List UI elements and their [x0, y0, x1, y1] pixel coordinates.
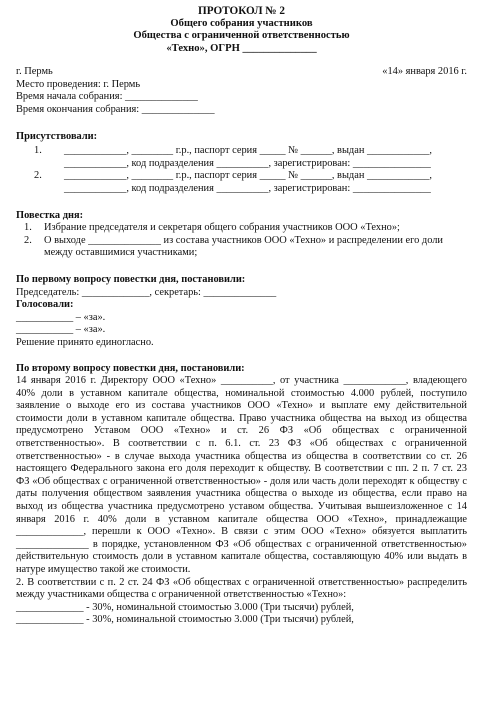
vote-line: ___________ – «за».	[16, 311, 106, 323]
title-company-type: Общества с ограниченной ответственностью	[133, 30, 350, 42]
q2-paragraph-1: 14 января 2016 г. Директору ООО «Техно» __________, от участника ____________, владеющего 40% доли в уставном капитале общества, номинальной стоимостью 4.000 рублей, поступило заявление о выходе его из состава участников ООО «Техно» и выплате ему действительной стоимости доли в уставном капитале общества. Право участника общества на выход из общества предусмотрено Уставом ООО «Техно» и ст. 26 ФЗ «Об обществах с ограниченной ответственностью». В соответствии с п. 6.1. ст. 23 ФЗ «Об обществах с ограниченной ответственностью» - в случае выхода участника общества из общества в соответствии со ст. 26 настоящего Федерального закона его доля переходит к обществу. В соответствии с пп. 2 п. 7 ст. 23 ФЗ «Об обществах с ограниченной ответственностью» - доля или часть доли переходят к обществу с даты получения обществом заявления участника общества о выходе из общества, если право на выход из общества участника предусмотрено уставом общества. Учитывая вышеизложенное с 14 января 2016 г. 40% доли в уставном капитале общества ООО «Техно», принадлежащие _____________, перешли к ООО «Техно». В связи с этим ООО «Техно» обязуется выплатить ______________ в порядке, установленном ФЗ «Об обществах с ограниченной ответственностью» действительную стоимость доли в уставном капитале общества, составляющую 40% или выдать в натуре имущество такой же стоимости.	[16, 375, 467, 575]
q1-voted-heading: Голосовали:	[16, 299, 74, 311]
protocol-date: «14» января 2016 г.	[382, 66, 467, 78]
vote-line: ___________ – «за».	[16, 324, 106, 336]
present-item-line2: ____________, код подразделения __________, зарегистрирован: _______________	[64, 157, 431, 169]
city: г. Пермь	[16, 66, 53, 78]
agenda-heading: Повестка дня:	[16, 209, 84, 221]
agenda-item	[16, 235, 467, 260]
present-item-line1: ____________, ________ г.р., паспорт серия _____ № ______, выдан ____________,	[64, 170, 432, 182]
distribution-line: _____________ - 30%, номинальной стоимостью 3.000 (Три тысячи) рублей,	[16, 614, 354, 626]
present-item	[16, 170, 467, 195]
q1-officers: Председатель: _____________, секретарь: ______________	[16, 286, 277, 298]
agenda-item-text: Избрание председателя и секретаря общего собрания участников ООО «Техно»;	[44, 222, 400, 234]
present-list	[16, 145, 467, 195]
protocol-page	[0, 5, 485, 705]
meeting-start-time: Время начала собрания: ______________	[16, 91, 198, 103]
agenda-list	[16, 222, 467, 260]
q2-paragraph-2: 2. В соответствии с п. 2 ст. 24 ФЗ «Об обществах с ограниченной ответственностью» распределить между участниками общества с ограниченной ответственностью «Техно»:	[16, 576, 467, 601]
agenda-item-number: 2.	[24, 234, 32, 246]
agenda-item	[16, 222, 467, 235]
city-date-row	[16, 66, 467, 79]
distribution-line: _____________ - 30%, номинальной стоимостью 3.000 (Три тысячи) рублей,	[16, 601, 354, 613]
q1-result: Решение принято единогласно.	[16, 336, 154, 348]
present-item-number: 1.	[34, 145, 42, 157]
present-item-line1: ____________, ________ г.р., паспорт серия _____ № ______, выдан ____________,	[64, 145, 432, 157]
agenda-item-text: О выходе ______________ из состава участников ООО «Техно» и распределении его доли между оставшимися участниками;	[44, 234, 443, 259]
q2-heading: По второму вопросу повестки дня, постановили:	[16, 362, 245, 374]
q1-heading: По первому вопросу повестки дня, постановили:	[16, 273, 246, 285]
agenda-item-number: 1.	[24, 222, 32, 234]
document-title	[16, 5, 467, 55]
title-company-name: «Техно», ОГРН ______________	[166, 42, 317, 54]
title-meeting: Общего собрания участников	[170, 18, 313, 29]
title-protocol-number: ПРОТОКОЛ № 2	[198, 5, 285, 17]
meeting-end-time: Время окончания собрания: ______________	[16, 104, 215, 115]
meeting-place: Место проведения: г. Пермь	[16, 78, 141, 90]
present-item-line2: ____________, код подразделения __________, зарегистрирован: _______________	[64, 182, 431, 194]
present-heading: Присутствовали:	[16, 130, 98, 142]
present-item-number: 2.	[34, 170, 42, 182]
present-item	[16, 145, 467, 170]
